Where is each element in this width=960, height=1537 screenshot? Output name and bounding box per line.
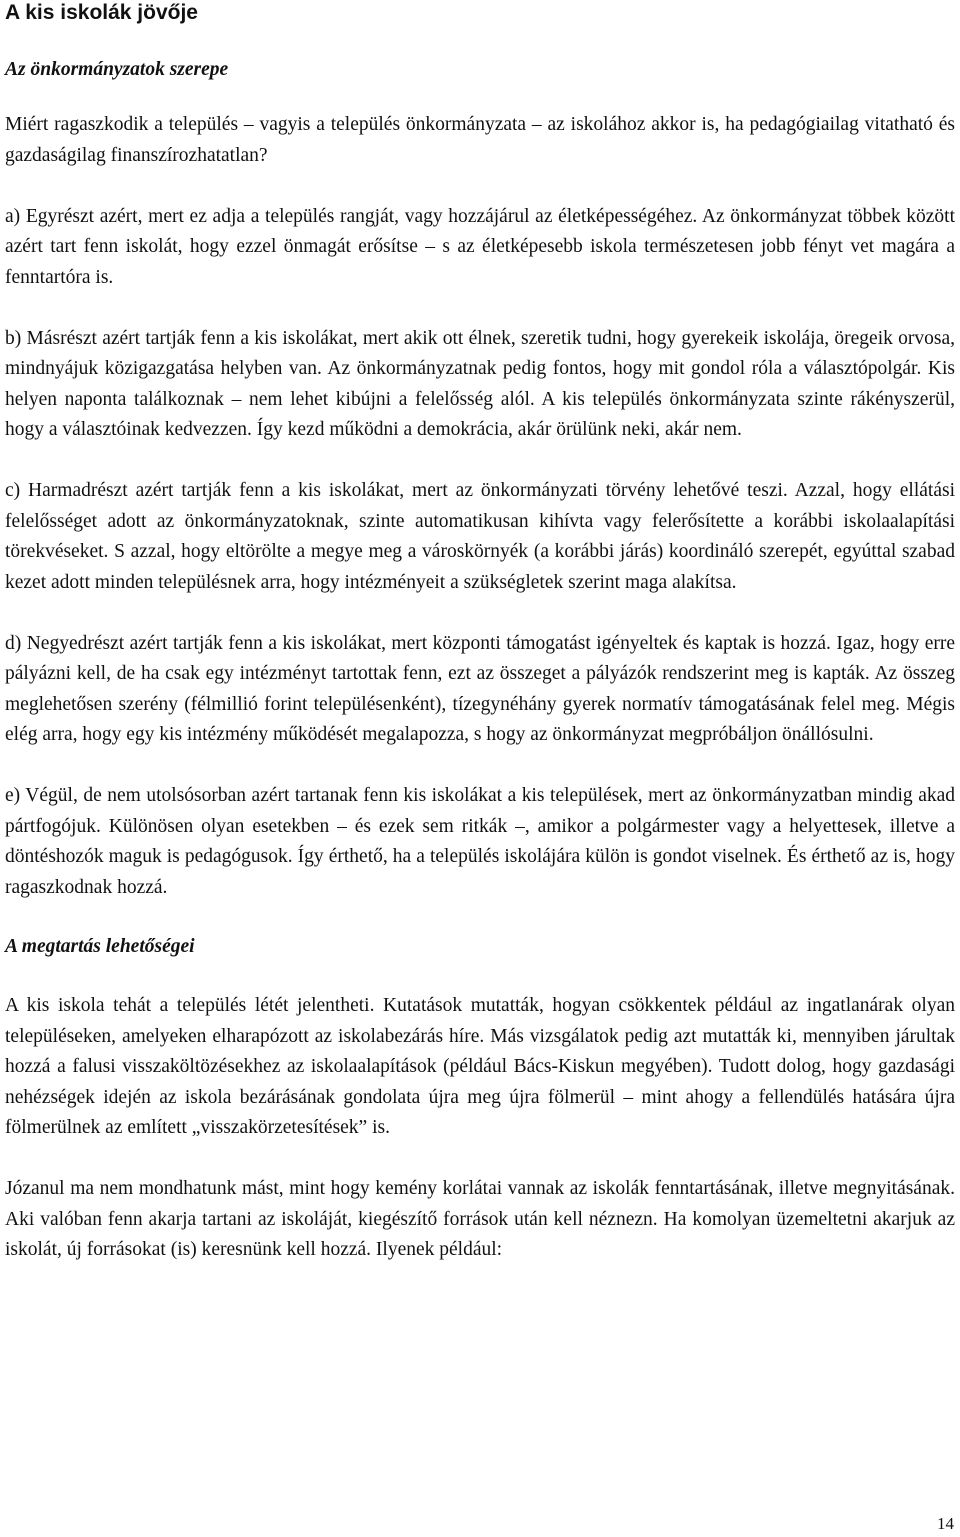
paragraph-c: c) Harmadrészt azért tartják fenn a kis iskolákat, mert az önkormányzati törvény lehetővé teszi. Azzal, hogy ellátási felelősséget adott az önkormányzatoknak, szinte automatikusan kihívta vagy felerősítette a korábbi iskolaalapítási törekvéseket. S azzal, hogy eltörölte a megye meg a városkörnyék (a korábbi járás) koordináló szerepét, egyúttal szabad kezet adott minden településnek arra, hogy intézményeit a szükségletek szerint maga alakítsa.: [5, 480, 955, 593]
paragraph-e: e) Végül, de nem utolsósorban azért tartanak fenn kis iskolákat a kis települések, mert az önkormányzatban mindig akad pártfogójuk. Különösen olyan esetekben – és ezek sem ritkák –, amikor a polgármester vagy a helyettesek, illetve a döntéshozók maguk is pedagógusok. Így érthető, ha a település iskolájára külön is gondot viselnek. És érthető az is, hogy ragaszkodnak hozzá.: [5, 785, 955, 898]
section-heading-retention: A megtartás lehetőségei: [5, 936, 195, 957]
paragraph-retention-1: A kis iskola tehát a település létét jelentheti. Kutatások mutatták, hogyan csökkentek például az ingatlanárak olyan településeken, amelyeken elharapózott az iskolabezárás híre. Más vizsgálatok pedig azt mutatták ki, mennyiben járultak hozzá a falusi visszaköltözésekhez az iskolaalapítások (például Bács-Kiskun megyében). Tudott dolog, hogy gazdasági nehézségek idején az iskola bezárásának gondolata újra meg újra fölmerül – mint ahogy a fellendülés hatására újra fölmerülnek az említett „visszakörzetesítések” is.: [5, 995, 955, 1138]
section-heading-role: Az önkormányzatok szerepe: [5, 59, 229, 80]
paragraph-b: b) Másrészt azért tartják fenn a kis iskolákat, mert akik ott élnek, szeretik tudni, hogy gyerekeik iskolája, öregeik orvosa, mindnyájuk közigazgatása helyben van. Az önkormányzatnak pedig fontos, hogy mit gondol róla a választópolgár. Kis helyen naponta találkoznak – nem lehet kibújni a felelősség alól. A kis település önkormányzata szinte rákényszerül, hogy a választóinak kedvezzen. Így kezd működni a demokrácia, akár örülünk neki, akár nem.: [5, 327, 955, 440]
paragraph-d: d) Negyedrészt azért tartják fenn a kis iskolákat, mert központi támogatást igényeltek és kaptak is hozzá. Igaz, hogy erre pályázni kell, de ha csak egy intézményt tartottak fenn, ezt az összeget a pályázók rendszerint meg is kapták. Az összeg meglehetősen szerény (félmillió forint településenként), tízegynéhány gyerek normatív támogatásának felel meg. Mégis elég arra, hogy egy kis intézmény működését megalapozza, s hogy az önkormányzat megpróbáljon önállósulni.: [5, 632, 955, 745]
page-number: 14: [937, 1514, 954, 1533]
paragraph-retention-2: Józanul ma nem mondhatunk mást, mint hogy kemény korlátai vannak az iskolák fenntartásának, illetve megnyitásának. Aki valóban fenn akarja tartani az iskoláját, kiegészítő források után kell néznezn. Ha komolyan üzemeltetni akarjuk az iskolát, új forrásokat (is) keresnünk kell hozzá. Ilyenek például:: [5, 1178, 955, 1260]
paragraph-intro: Miért ragaszkodik a település – vagyis a település önkormányzata – az iskolához akkor is, ha pedagógiailag vitatható és gazdaságilag finanszírozhatatlan?: [5, 114, 955, 166]
document-title: A kis iskolák jövője: [5, 1, 198, 24]
paragraph-a: a) Egyrészt azért, mert ez adja a település rangját, vagy hozzájárul az életképességéhez. Az önkormányzat többek között azért tart fenn iskolát, hogy ezzel önmagát erősítse – s az életképesebb iskola természetesen jobb fényt vet magára a fenntartóra is.: [5, 205, 955, 288]
